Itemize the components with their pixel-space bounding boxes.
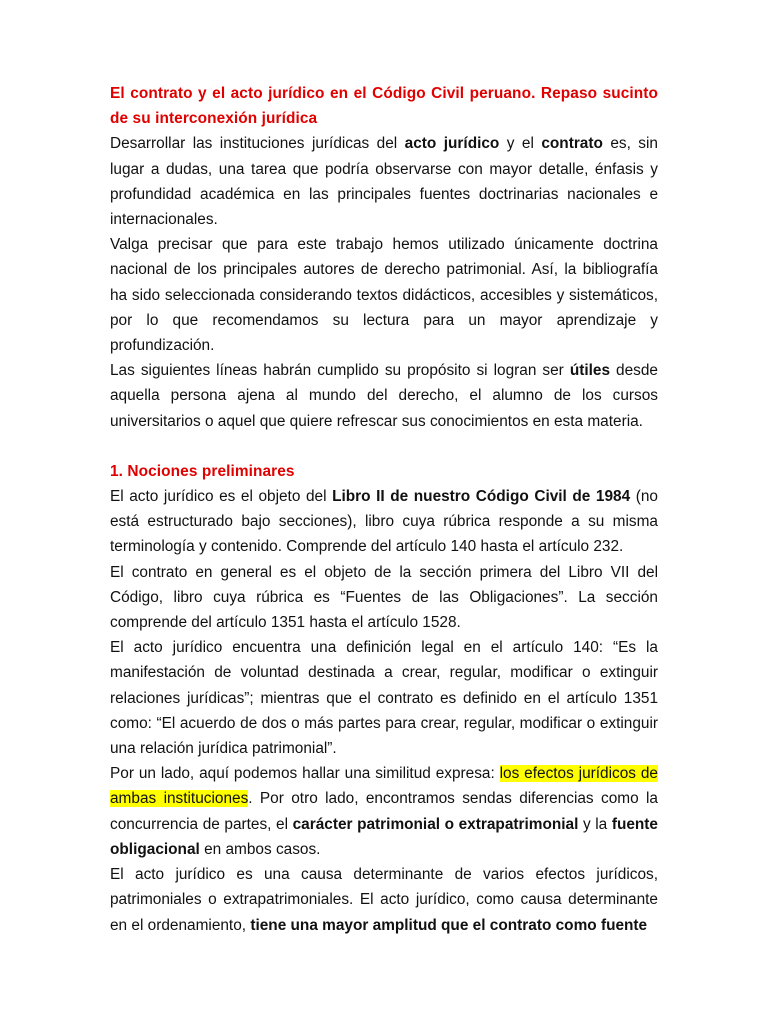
intro-paragraph-1 <box>110 131 658 232</box>
text-run: Las siguientes líneas habrán cumplido su propósito si logran ser <box>110 362 570 380</box>
intro-paragraph-3 <box>110 358 658 434</box>
spacer <box>110 434 658 459</box>
bold-text: tiene una mayor amplitud que el contrato como fuente <box>250 916 648 934</box>
section-paragraph-5 <box>110 862 658 938</box>
section-paragraph-1 <box>110 484 658 560</box>
text-run: Desarrollar las instituciones jurídicas del <box>110 135 405 153</box>
text-run: (no está estructurado bajo secciones), libro cuya rúbrica responde a su misma terminología y contenido. Comprende del artículo 140 hasta el artículo 232. <box>110 488 658 556</box>
text-run: es, sin lugar a dudas, una tarea que podría observarse con mayor detalle, énfasis y profundidad académica en las principales fuentes doctrinarias nacionales e internacionales. <box>110 135 658 229</box>
section-paragraph-3: El acto jurídico encuentra una definición legal en el artículo 140: “Es la manifestación de voluntad destinada a crear, regular, modificar o extinguir relaciones jurídicas”; mientras que el contrato es definido en el artículo 1351 como: “El acuerdo de dos o más partes para crear, regular, modificar o extinguir una relación jurídica patrimonial”. <box>110 639 658 758</box>
text-run: en ambos casos. <box>199 840 321 858</box>
bold-text: contrato <box>541 135 603 153</box>
section-heading: 1. Nociones preliminares <box>110 462 295 480</box>
bold-text: acto jurídico <box>404 135 500 153</box>
text-run: y la <box>578 815 612 833</box>
text-run: El acto jurídico es el objeto del <box>110 488 333 506</box>
section-paragraph-4 <box>110 761 658 862</box>
section-paragraph-2: El contrato en general es el objeto de la sección primera del Libro VII del Código, libro cuya rúbrica es “Fuentes de las Obligaciones”. La sección comprende del artículo 1351 hasta el artículo 1528. <box>110 563 658 632</box>
bold-text: fuente obligacional <box>110 815 658 858</box>
text-run: . Por otro lado, encontramos sendas diferencias como la concurrencia de partes, el <box>110 790 658 833</box>
intro-paragraph-2: Valga precisar que para este trabajo hemos utilizado únicamente doctrina nacional de los principales autores de derecho patrimonial. Así, la bibliografía ha sido seleccionada considerando textos didácticos, accesibles y sistemáticos, por lo que recomendamos su lectura para un mayor aprendizaje y profundización. <box>110 236 658 355</box>
bold-text: Libro II de nuestro Código Civil de 1984 <box>332 488 631 506</box>
bold-text: carácter patrimonial o extrapatrimonial <box>292 815 579 833</box>
document-page <box>110 81 658 938</box>
document-title: El contrato y el acto jurídico en el Código Civil peruano. Repaso sucinto de su interconexión jurídica <box>110 85 658 128</box>
text-run: El acto jurídico es una causa determinante de varios efectos jurídicos, patrimoniales o extrapatrimoniales. El acto jurídico, como causa determinante en el ordenamiento, <box>110 866 658 934</box>
highlighted-text: los efectos jurídicos de ambas instituciones <box>110 765 658 808</box>
text-run: y el <box>499 135 542 153</box>
text-run: desde aquella persona ajena al mundo del derecho, el alumno de los cursos universitarios o aquel que quiere refrescar sus conocimientos en esta materia. <box>110 362 658 430</box>
text-run: Por un lado, aquí podemos hallar una similitud expresa: <box>110 765 500 783</box>
bold-text: útiles <box>569 362 611 380</box>
